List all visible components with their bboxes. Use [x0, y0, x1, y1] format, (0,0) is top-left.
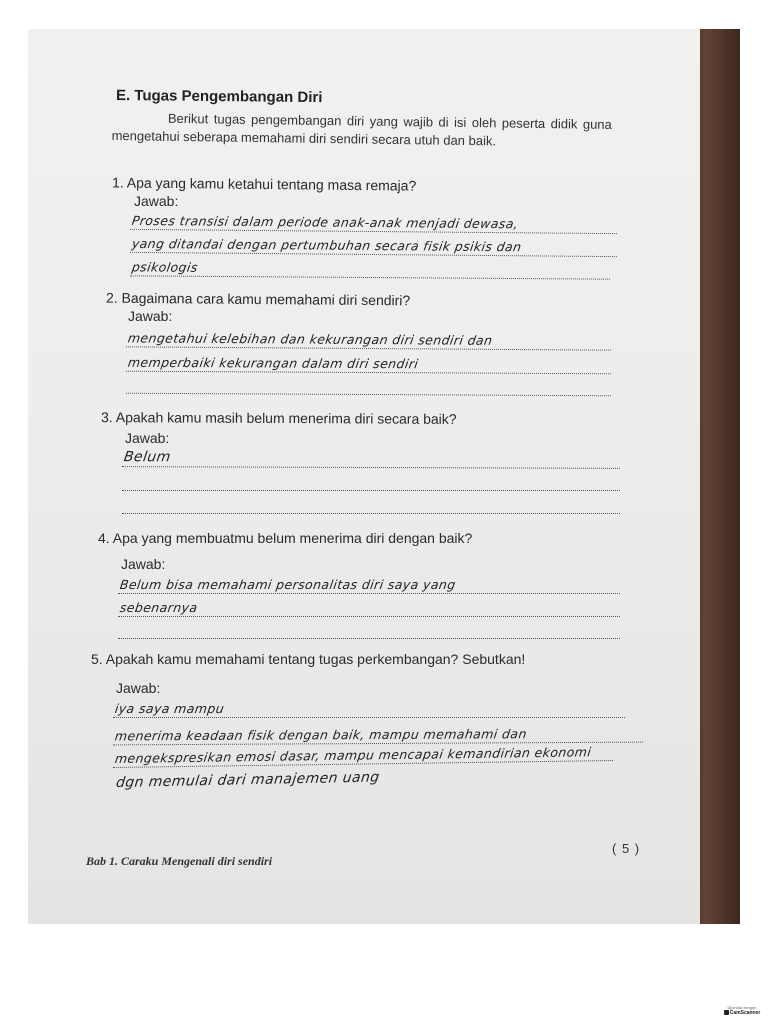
answer-line [126, 351, 611, 375]
jawab-label-2: Jawab: [128, 308, 173, 324]
answer-line [130, 255, 610, 279]
handwritten-answer: mengetahui kelebihan dan kekurangan diri sendiri dan [126, 330, 494, 348]
answer-line [113, 697, 625, 718]
answer-line [130, 209, 617, 234]
chapter-footer: Bab 1. Caraku Mengenali diri sendiri [86, 854, 273, 868]
section-title: E. Tugas Pengembangan Diri [115, 87, 323, 107]
question-1: 1. Apa yang kamu ketahui tentang masa remaja? [111, 174, 417, 194]
camscanner-logo-icon [724, 1010, 729, 1015]
jawab-label-5: Jawab: [116, 680, 161, 696]
handwritten-answer: mengekspresikan emosi dasar, mampu mencapai kemandirian ekonomi [114, 744, 593, 766]
handwritten-answer: Belum [122, 449, 172, 466]
handwritten-answer: memperbaiki kekurangan dalam diri sendiri [126, 354, 420, 372]
handwritten-answer: dgn memulai dari manajemen uang [115, 769, 381, 791]
handwritten-answer: psikologis [130, 259, 199, 275]
answer-line [118, 618, 620, 639]
watermark-caption: Dipindai dengan [727, 1005, 757, 1010]
answer-line [118, 573, 620, 594]
handwritten-answer: menerima keadaan fisik dengan baik, mampu memahami dan [113, 726, 528, 744]
jawab-label-3: Jawab: [125, 430, 170, 446]
question-5: 5. Apakah kamu memahami tentang tugas perkembangan? Sebutkan! [91, 651, 526, 667]
jawab-label-4: Jawab: [121, 556, 166, 572]
answer-line [122, 493, 620, 514]
intro-paragraph: Berikut tugas pengembangan diri yang wajib di isi oleh peserta didik guna mengetahui seberapa memahami diri sendiri secara utuh dan baik. [111, 110, 612, 149]
handwritten-answer: sebenarnya [118, 600, 199, 615]
handwritten-answer: Belum bisa memahami personalitas diri saya yang [118, 577, 457, 592]
answer-line [118, 596, 620, 617]
scanned-photo [28, 29, 740, 924]
answer-line [126, 326, 611, 350]
question-3: 3. Apakah kamu masih belum menerima diri secara baik? [100, 409, 457, 427]
question-2: 2. Bagaimana cara kamu memahami diri sendiri? [105, 289, 411, 309]
question-4: 4. Apa yang membuatmu belum menerima diri dengan baik? [98, 530, 473, 546]
table-background [698, 29, 740, 924]
answer-line [122, 446, 620, 469]
handwritten-answer: yang ditandai dengan pertumbuhan secara fisik psikis dan [130, 235, 523, 255]
answer-line [130, 232, 617, 257]
page-number: ( 5 ) [612, 841, 641, 856]
jawab-label-1: Jawab: [134, 193, 179, 209]
watermark-brand: CamScanner [729, 1010, 761, 1016]
answer-line [126, 373, 611, 397]
answer-line [122, 470, 620, 491]
worksheet-page [28, 29, 700, 924]
camscanner-watermark [721, 1005, 763, 1019]
handwritten-answer: Proses transisi dalam periode anak-anak menjadi dewasa, [130, 212, 520, 232]
handwritten-answer: iya saya mampu [113, 701, 226, 716]
